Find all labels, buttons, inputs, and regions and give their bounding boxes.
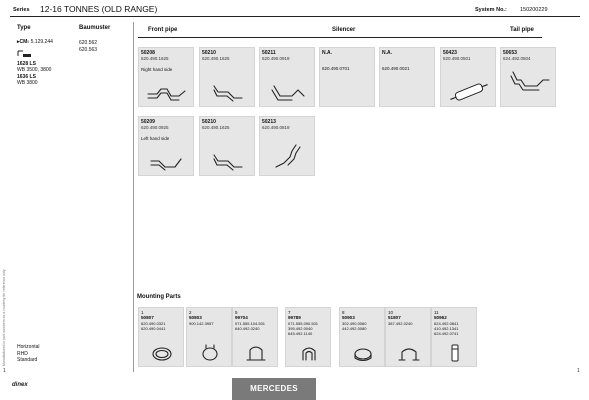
part-note: 620.490.0021 — [382, 65, 410, 71]
mounting-card[interactable] — [232, 307, 278, 367]
model-list — [17, 61, 51, 86]
part-number: 50210 — [202, 49, 216, 56]
mounting-index: 11 — [434, 309, 439, 315]
bent-pipe-icon — [206, 151, 250, 171]
vehicle-sidebar — [16, 22, 134, 372]
part-ref: 624.492.0504 — [503, 55, 531, 61]
part-number: 50423 — [443, 49, 457, 56]
mounting-card[interactable] — [285, 307, 331, 367]
variant: Standard — [17, 357, 38, 363]
part-note: 620.490.0701 — [322, 65, 350, 71]
mounting-ref: 071.555.090.501 — [288, 320, 319, 326]
part-card[interactable] — [319, 47, 375, 107]
mounting-ref: 620.490.0321 — [141, 320, 166, 326]
mounting-ref: 624.492.0741 — [434, 330, 459, 336]
part-card[interactable] — [500, 47, 556, 107]
mounting-index: 7 — [288, 309, 291, 315]
system-number: 150200229 — [520, 7, 548, 13]
mounting-number: 50962 — [434, 315, 447, 321]
make-banner: MERCEDES — [232, 378, 316, 400]
section-silencer: Silencer — [332, 27, 356, 33]
baumuster-label: Baumuster — [79, 25, 111, 31]
model-sub: WB 3500, 3800 — [17, 67, 52, 74]
mounting-card[interactable] — [339, 307, 385, 367]
system-number-label: System No.: — [475, 7, 507, 13]
part-ref: 620.490.0919 — [262, 55, 290, 61]
section-mounting-parts: Mounting Parts — [137, 294, 181, 300]
part-ref: 620.490.1625 — [202, 55, 230, 61]
mounting-ref: 900.142.3957 — [189, 320, 214, 326]
mounting-number: 99704 — [235, 315, 248, 321]
part-number: 50211 — [262, 49, 276, 56]
side-note: Manufactured in part numbers as a courtesy for reference only — [2, 269, 6, 366]
baumuster-code: 620.563 — [79, 47, 98, 53]
bracket-icon — [241, 344, 271, 362]
baumuster-code: 620.562 — [79, 40, 98, 46]
engine-icon: ▸CM — [17, 39, 28, 45]
engine-code: 5.129.244 — [30, 39, 53, 45]
mounting-index: 1 — [141, 309, 144, 315]
mounting-ref: 302.490.0060 — [342, 320, 367, 326]
clamp-ring-icon — [348, 344, 378, 362]
part-ref: 620.490.0501 — [443, 55, 471, 61]
mounting-card[interactable] — [138, 307, 184, 367]
mounting-card[interactable] — [186, 307, 232, 367]
part-number: 50210 — [202, 118, 216, 125]
mounting-card[interactable] — [385, 307, 431, 367]
part-card[interactable] — [199, 116, 255, 176]
part-ref: 620.490.0925 — [141, 124, 169, 130]
part-note: Right hand side — [141, 67, 173, 73]
engine-row: ▸CM0 5.129.244 — [17, 39, 53, 45]
model-sub: WB 3800 — [17, 79, 38, 86]
page-number-right: 1 — [577, 368, 580, 374]
brand-logo: dinex — [12, 382, 28, 388]
part-number: 50213 — [262, 118, 276, 125]
mounting-ref: 624.492.0841 — [434, 320, 459, 326]
mounting-ref: 395.492.0040 — [288, 325, 313, 331]
part-card[interactable] — [138, 116, 194, 176]
series-label: Series — [13, 7, 30, 13]
part-number: N.A. — [322, 49, 332, 56]
mounting-ref: 410.492.1341 — [434, 325, 459, 331]
drive-side: RHD — [17, 350, 28, 357]
bent-pipe-icon — [266, 141, 310, 171]
part-ref: 620.490.0819 — [262, 124, 290, 130]
part-card[interactable] — [440, 47, 496, 107]
part-card[interactable] — [199, 47, 255, 107]
part-number: N.A. — [382, 49, 392, 56]
part-card[interactable] — [379, 47, 435, 107]
series-title: 12-16 TONNES (OLD RANGE) — [40, 4, 158, 14]
page-header — [10, 2, 580, 17]
bracket-icon — [294, 344, 324, 362]
part-note: Left hand side — [141, 136, 170, 142]
type-label: Type — [17, 25, 31, 31]
bracket-icon — [394, 344, 424, 362]
mounting-index: 10 — [388, 309, 394, 315]
part-number: 50653 — [503, 49, 517, 56]
part-ref: 620.490.1625 — [202, 124, 230, 130]
mounting-number: 50803 — [189, 315, 202, 321]
clamp-ring-icon — [147, 344, 177, 362]
page-number-left: 1 — [3, 368, 6, 374]
mounting-ref: 071.555.104.501 — [235, 320, 266, 326]
mounting-index: 8 — [342, 309, 345, 315]
section-front-pipe: Front pipe — [148, 27, 178, 33]
mounting-index: 2 — [189, 309, 192, 315]
mounting-number: 51807 — [388, 315, 401, 321]
part-card[interactable] — [259, 47, 315, 107]
bent-pipe-icon — [266, 82, 310, 102]
silencer-icon — [447, 82, 491, 102]
mounting-index: 5 — [235, 309, 238, 315]
mounting-ref: 620.490.0441 — [141, 325, 166, 331]
config-list — [17, 344, 40, 364]
part-number: 50209 — [141, 118, 155, 125]
section-divider — [138, 37, 542, 38]
model-name: 1628 LS — [17, 61, 36, 67]
rod-icon — [440, 344, 470, 362]
mounting-ref: 640.492.0240 — [235, 325, 260, 331]
model-name: 1636 LS — [17, 73, 36, 80]
part-card[interactable] — [138, 47, 194, 107]
mounting-ref: 442.492.0080 — [342, 325, 367, 331]
baumuster-list — [79, 40, 97, 54]
bent-pipe-icon — [206, 82, 250, 102]
mounting-ref: 645.492.1140 — [288, 330, 313, 336]
exhaust-diagram-icon — [17, 49, 35, 59]
mounting-ref: 387.492.0240 — [388, 320, 413, 326]
clamp-ring-icon — [195, 344, 225, 362]
mounting-number: 50807 — [141, 315, 154, 321]
bent-pipe-icon — [145, 82, 189, 102]
part-number: 50208 — [141, 49, 155, 56]
tail-pipe-icon — [507, 70, 551, 96]
section-tail-pipe: Tail pipe — [510, 27, 534, 33]
mounting-number: 99789 — [288, 315, 301, 321]
mounting-card[interactable] — [431, 307, 477, 367]
part-card[interactable] — [259, 116, 315, 176]
mounting-number: 50903 — [342, 315, 355, 321]
orientation: Horizontal — [17, 344, 40, 350]
bent-pipe-icon — [145, 151, 189, 171]
part-ref: 620.490.1625 — [141, 55, 169, 61]
